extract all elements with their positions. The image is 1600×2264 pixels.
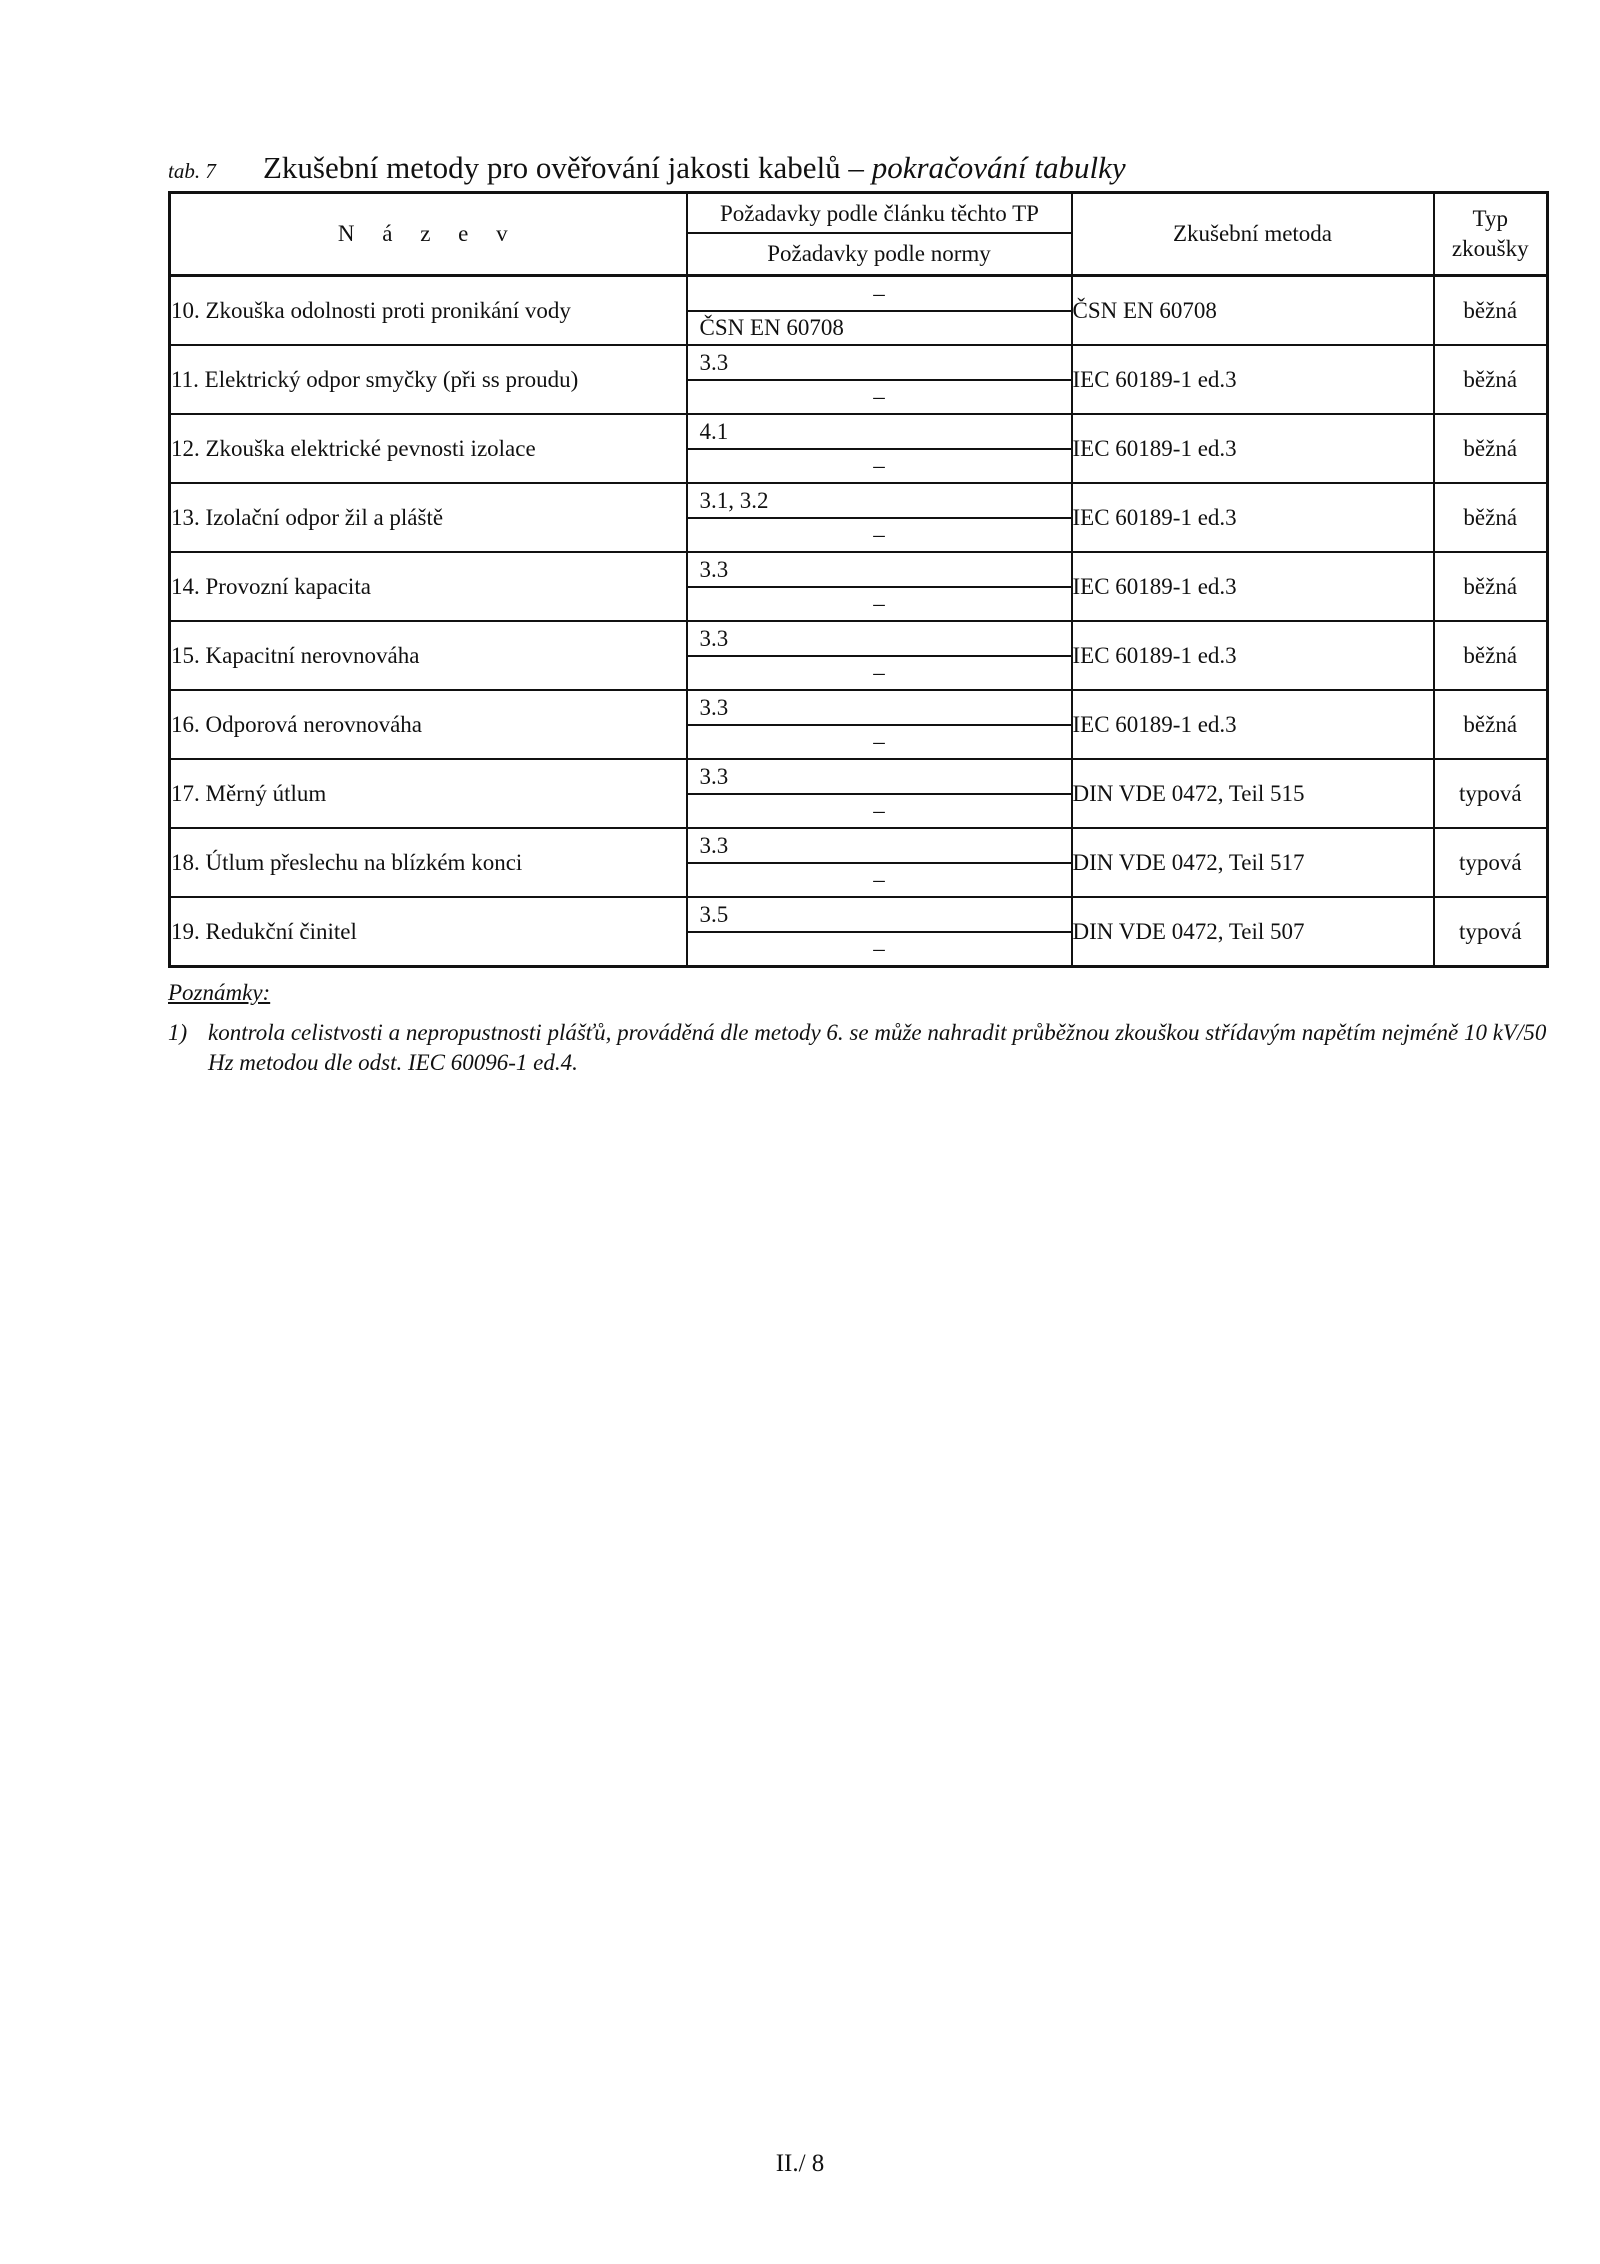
row-type: běžná <box>1434 552 1548 621</box>
row-requirements <box>687 828 1072 897</box>
row-requirements <box>687 897 1072 967</box>
row-requirements <box>687 276 1072 346</box>
row-name: 18. Útlum přeslechu na blízkém konci <box>170 828 687 897</box>
row-type: běžná <box>1434 414 1548 483</box>
row-method: IEC 60189-1 ed.3 <box>1072 690 1434 759</box>
row-type: typová <box>1434 759 1548 828</box>
row-req-tp: 3.5 <box>688 898 1071 933</box>
test-methods-table <box>168 191 1549 968</box>
row-req-tp: – <box>688 277 1071 312</box>
row-name: 13. Izolační odpor žil a pláště <box>170 483 687 552</box>
table-row <box>170 759 1548 828</box>
row-req-norm: – <box>873 936 885 961</box>
row-req-norm: – <box>873 729 885 754</box>
row-req-norm: – <box>873 453 885 478</box>
header-name: N á z e v <box>170 193 687 276</box>
header-method: Zkušební metoda <box>1072 193 1434 276</box>
row-type: typová <box>1434 897 1548 967</box>
row-requirements <box>687 759 1072 828</box>
notes-heading: Poznámky: <box>168 980 271 1005</box>
row-type: běžná <box>1434 690 1548 759</box>
row-name: 15. Kapacitní nerovnováha <box>170 621 687 690</box>
table-row <box>170 483 1548 552</box>
row-requirements <box>687 690 1072 759</box>
note-text: kontrola celistvosti a nepropustnosti plášťů, prováděná dle metody 6. se může nahradit průběžnou zkouškou střídavým napětím nejméně 10 kV/50 Hz metodou dle odst. IEC 60096-1 ed.4. <box>208 1020 1547 1075</box>
row-requirements <box>687 414 1072 483</box>
row-type: běžná <box>1434 621 1548 690</box>
row-req-tp: 3.3 <box>688 691 1071 726</box>
row-name: 19. Redukční činitel <box>170 897 687 967</box>
table-title-continued: pokračování tabulky <box>871 150 1126 185</box>
row-req-tp: 3.3 <box>688 622 1071 657</box>
table-row <box>170 276 1548 346</box>
note-number: 1) <box>168 1020 188 1045</box>
row-req-tp: 4.1 <box>688 415 1071 450</box>
row-req-norm: – <box>873 867 885 892</box>
row-name: 17. Měrný útlum <box>170 759 687 828</box>
row-method: IEC 60189-1 ed.3 <box>1072 621 1434 690</box>
row-requirements <box>687 483 1072 552</box>
row-req-tp: 3.3 <box>688 829 1071 864</box>
page-number: II./ 8 <box>775 2150 825 2177</box>
row-requirements <box>687 552 1072 621</box>
table-row <box>170 828 1548 897</box>
table-title: Zkušební metody pro ověřování jakosti kabelů – <box>263 150 872 185</box>
row-req-tp: 3.3 <box>688 553 1071 588</box>
row-type: běžná <box>1434 276 1548 346</box>
header-req-norm: Požadavky podle normy <box>767 240 991 266</box>
table-row <box>170 345 1548 414</box>
table-row <box>170 552 1548 621</box>
row-type: běžná <box>1434 483 1548 552</box>
row-req-norm: – <box>873 591 885 616</box>
table-row <box>170 897 1548 967</box>
row-type: běžná <box>1434 345 1548 414</box>
row-name: 12. Zkouška elektrické pevnosti izolace <box>170 414 687 483</box>
note-item <box>168 1018 1568 1078</box>
row-requirements <box>687 621 1072 690</box>
row-req-norm: – <box>873 522 885 547</box>
table-header-row <box>170 193 1548 276</box>
table-caption <box>168 150 1126 186</box>
row-method: IEC 60189-1 ed.3 <box>1072 345 1434 414</box>
table-label: tab. 7 <box>168 159 216 183</box>
row-method: ČSN EN 60708 <box>1072 276 1434 346</box>
row-name: 11. Elektrický odpor smyčky (při ss proudu) <box>170 345 687 414</box>
header-req-tp: Požadavky podle článku těchto TP <box>688 195 1072 234</box>
header-requirements <box>687 193 1072 276</box>
row-method: DIN VDE 0472, Teil 507 <box>1072 897 1434 967</box>
row-name: 14. Provozní kapacita <box>170 552 687 621</box>
row-method: IEC 60189-1 ed.3 <box>1072 552 1434 621</box>
row-method: DIN VDE 0472, Teil 515 <box>1072 759 1434 828</box>
row-method: DIN VDE 0472, Teil 517 <box>1072 828 1434 897</box>
table-row <box>170 414 1548 483</box>
row-req-norm: ČSN EN 60708 <box>699 315 844 340</box>
header-type: Typ zkoušky <box>1434 193 1548 276</box>
table-row <box>170 690 1548 759</box>
row-req-norm: – <box>873 660 885 685</box>
row-name: 16. Odporová nerovnováha <box>170 690 687 759</box>
row-method: IEC 60189-1 ed.3 <box>1072 483 1434 552</box>
row-requirements <box>687 345 1072 414</box>
notes-section <box>168 980 1568 1078</box>
row-req-tp: 3.3 <box>688 760 1071 795</box>
row-req-tp: 3.1, 3.2 <box>688 484 1071 519</box>
row-method: IEC 60189-1 ed.3 <box>1072 414 1434 483</box>
row-req-norm: – <box>873 798 885 823</box>
row-req-tp: 3.3 <box>688 346 1071 381</box>
row-type: typová <box>1434 828 1548 897</box>
row-name: 10. Zkouška odolnosti proti pronikání vody <box>170 276 687 346</box>
table-row <box>170 621 1548 690</box>
row-req-norm: – <box>873 384 885 409</box>
